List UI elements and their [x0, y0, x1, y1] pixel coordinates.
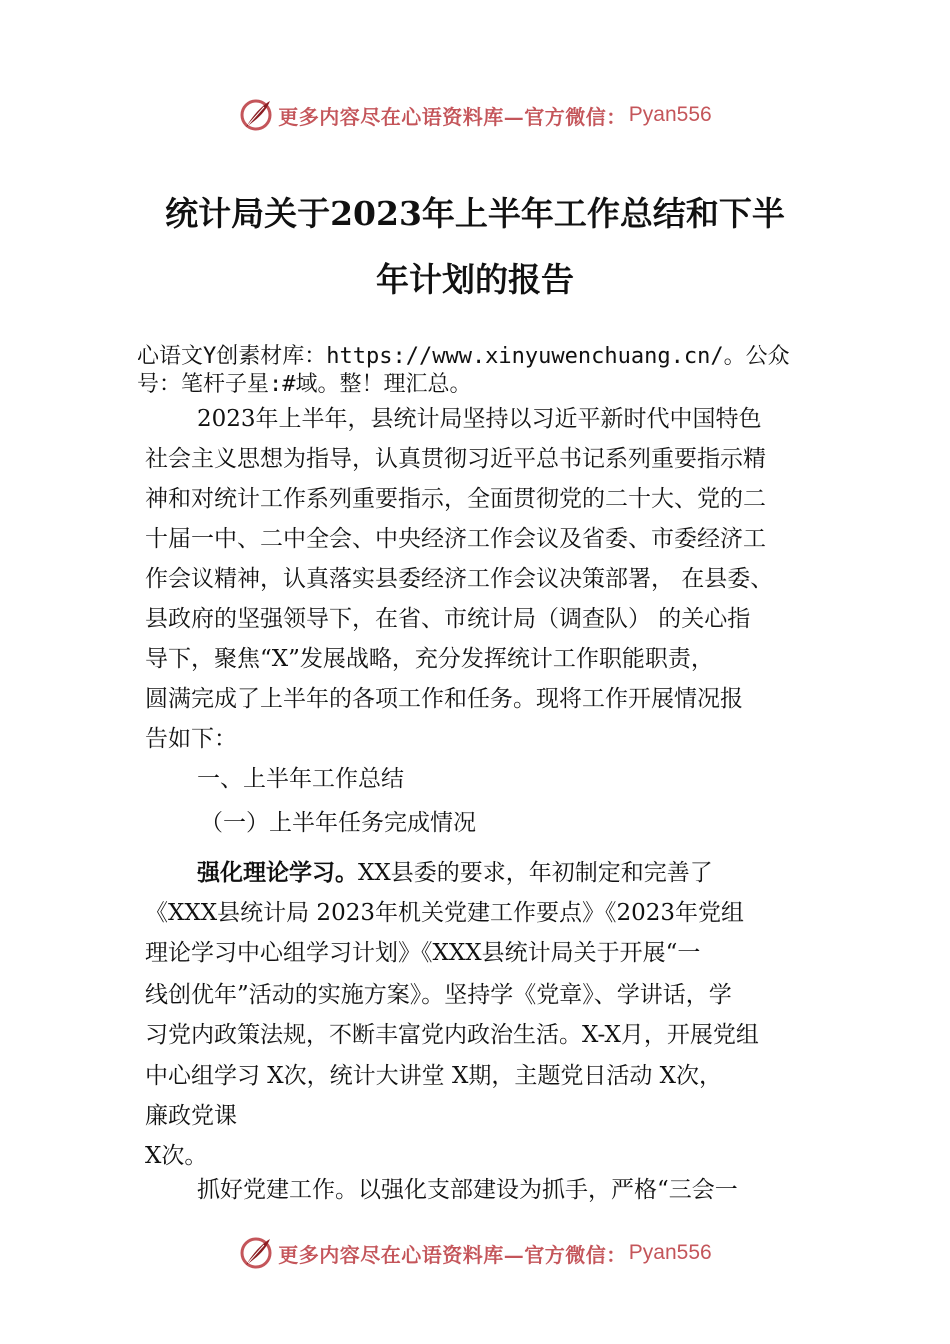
paragraph-2-line: 习党内政策法规，不断丰富党内政治生活。X-X月，开展党组 [145, 1022, 759, 1048]
paragraph-1-line: 2023年上半年，县统计局坚持以习近平新时代中国特色 [197, 406, 762, 432]
paragraph-2-line: 理论学习中心组学习计划》《XXX县统计局关于开展“一 [145, 940, 701, 966]
document-title-line-1: 统计局关于2023年上半年工作总结和下半 [165, 194, 785, 233]
paragraph-1-line: 告如下： [145, 726, 237, 752]
feather-logo-icon [238, 1235, 274, 1271]
source-note-line-2: 号：笔杆子星:#域。整！理汇总。 [137, 372, 472, 397]
paragraph-2-tail: X次。 [145, 1143, 208, 1169]
watermark-text: 更多内容尽在心语资料库—官方微信： [278, 1242, 627, 1267]
paragraph-3-line: 抓好党建工作。以强化支部建设为抓手，严格“三会一 [197, 1177, 738, 1203]
section-heading-1: 一、上半年工作总结 [197, 766, 404, 792]
paragraph-1-line: 神和对统计工作系列重要指示，全面贯彻党的二十大、党的二 [145, 486, 766, 512]
paragraph-2-first-line [197, 858, 877, 888]
paragraph-2-line: 廉政党课 [145, 1103, 237, 1129]
feather-logo-icon [238, 97, 274, 133]
watermark-text: 更多内容尽在心语资料库—官方微信： [278, 104, 627, 129]
paragraph-2-first-rest: XX县委的要求，年初制定和完善了 [358, 860, 713, 886]
source-note-line-1: 心语文Y创素材库：https://www.xinyuwenchuang.cn/。公众 [137, 344, 790, 369]
paragraph-1-line: 作会议精神，认真落实县委经济工作会议决策部署， 在县委、 [145, 566, 774, 592]
watermark-banner-top [0, 95, 950, 135]
paragraph-2-line: 《XXX县统计局 2023年机关党建工作要点》《2023年党组 [145, 900, 744, 926]
watermark-wechat-id: Pyan556 [628, 103, 712, 126]
document-title-line-2: 年计划的报告 [376, 260, 574, 299]
watermark-wechat-id: Pyan556 [628, 1241, 712, 1264]
paragraph-1-line: 圆满完成了上半年的各项工作和任务。现将工作开展情况报 [145, 686, 743, 712]
paragraph-2-line: 中心组学习 X次，统计大讲堂 X期，主题党日活动 X次， [145, 1063, 723, 1089]
paragraph-2-lead: 强化理论学习。 [197, 860, 358, 886]
paragraph-2-line: 线创优年”活动的实施方案》。坚持学《党章》、学讲话，学 [145, 982, 732, 1008]
paragraph-1-line: 十届一中、二中全会、中央经济工作会议及省委、市委经济工 [145, 526, 766, 552]
paragraph-1-line: 县政府的坚强领导下，在省、市统计局（调查队） 的关心指 [145, 606, 751, 632]
section-heading-2: （一）上半年任务完成情况 [200, 810, 476, 836]
paragraph-1-line: 社会主义思想为指导，认真贯彻习近平总书记系列重要指示精 [145, 446, 766, 472]
watermark-banner-bottom [0, 1233, 950, 1273]
paragraph-1-line: 导下，聚焦“X”发展战略，充分发挥统计工作职能职责， [145, 646, 714, 672]
